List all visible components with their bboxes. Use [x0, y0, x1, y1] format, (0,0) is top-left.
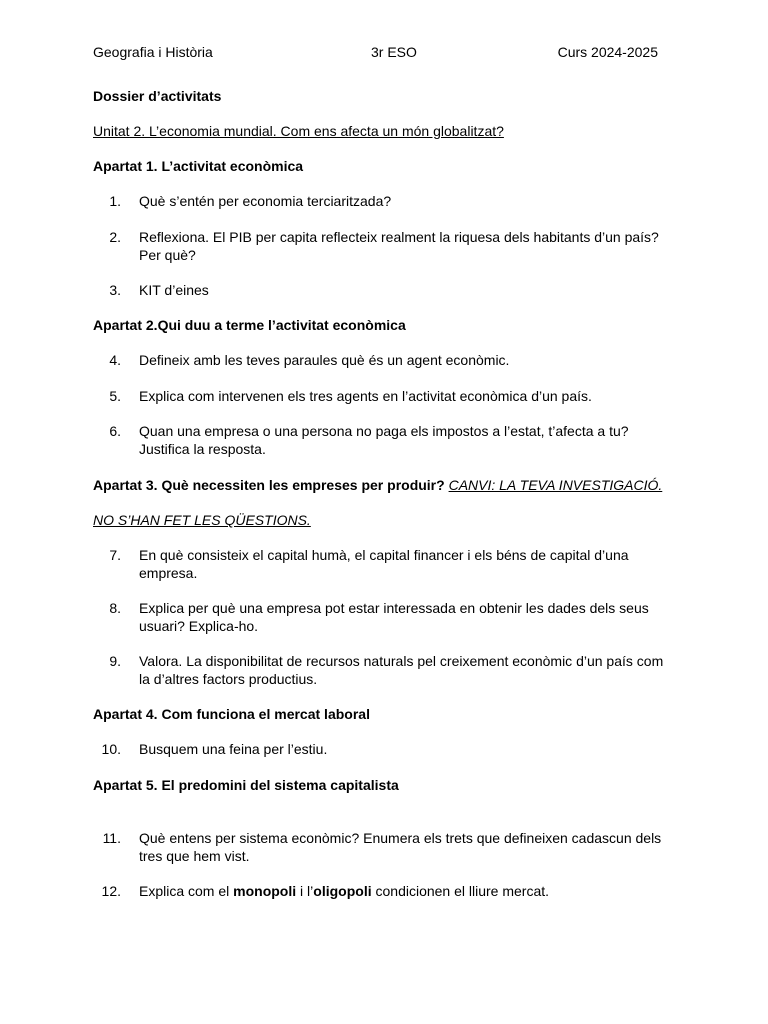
section-5-heading: Apartat 5. El predomini del sistema capitalista	[93, 777, 399, 793]
question-text-cont: tres que hem vist.	[139, 848, 250, 864]
doc-title: Dossier d’activitats	[93, 88, 222, 104]
question-text: KIT d’eines	[139, 282, 209, 298]
question-number: 4.	[109, 352, 121, 368]
question-number: 5.	[109, 388, 121, 404]
question-number: 3.	[109, 282, 121, 298]
question-number: 2.	[109, 229, 121, 245]
question-text: Defineix amb les teves paraules què és un agent econòmic.	[139, 352, 510, 368]
question-number: 8.	[109, 600, 121, 616]
question-text: Explica per què una empresa pot estar interessada en obtenir les dades dels seus	[139, 600, 649, 616]
section-3-heading: Apartat 3. Què necessiten les empreses per produir?	[93, 477, 445, 493]
question-text-part: condicionen el lliure mercat.	[371, 883, 550, 899]
question-text-cont: empresa.	[139, 565, 198, 581]
question-text: En què consisteix el capital humà, el capital financer i els béns de capital d’una	[139, 547, 629, 563]
section-3-heading-line	[93, 476, 683, 494]
question-text: Valora. La disponibilitat de recursos naturals pel creixement econòmic d’un país com	[139, 653, 664, 669]
section-1-heading: Apartat 1. L’activitat econòmica	[93, 158, 304, 174]
question-number: 6.	[109, 423, 121, 439]
term-oligopoli: oligopoli	[313, 883, 372, 899]
question-text: Què entens per sistema econòmic? Enumera els trets que defineixen cadascun dels	[139, 830, 662, 846]
question-text-part: i l’	[296, 883, 314, 899]
question-text-part: Explica com el	[139, 883, 234, 899]
question-text: Explica com intervenen els tres agents en l’activitat econòmica d’un país.	[139, 388, 592, 404]
question-text-cont: la d’altres factors productius.	[139, 671, 318, 687]
question-number: 12.	[101, 883, 121, 899]
section-2-heading: Apartat 2.Qui duu a terme l’activitat econòmica	[93, 317, 406, 333]
header-level: 3r ESO	[371, 44, 417, 60]
section-3-note: CANVI: LA TEVA INVESTIGACIÓ.	[448, 477, 663, 493]
unit-title: Unitat 2. L’economia mundial. Com ens afecta un món globalitzat?	[93, 123, 504, 139]
section-3-note-2: NO S’HAN FET LES QÜESTIONS.	[93, 512, 311, 528]
question-text: Reflexiona. El PIB per capita reflecteix realment la riquesa dels habitants d’un país?	[139, 229, 659, 245]
term-monopoli: monopoli	[233, 883, 297, 899]
question-text: Busquem una feina per l’estiu.	[139, 741, 328, 757]
question-number: 1.	[109, 193, 121, 209]
header-year: Curs 2024-2025	[557, 44, 658, 60]
question-text-cont: Per què?	[139, 247, 196, 263]
question-text	[139, 882, 679, 900]
question-number: 9.	[109, 653, 121, 669]
question-number: 10.	[101, 741, 121, 757]
question-text: Quan una empresa o una persona no paga els impostos a l’estat, t’afecta a tu?	[139, 423, 629, 439]
question-text-cont: usuari? Explica-ho.	[139, 618, 259, 634]
header-subject: Geografia i Història	[93, 44, 213, 60]
section-4-heading: Apartat 4. Com funciona el mercat laboral	[93, 706, 370, 722]
question-text-cont: Justifica la resposta.	[139, 441, 266, 457]
question-text: Què s’entén per economia terciaritzada?	[139, 193, 392, 209]
question-number: 7.	[109, 547, 121, 563]
page-header	[93, 43, 658, 61]
question-number: 11.	[102, 830, 121, 846]
